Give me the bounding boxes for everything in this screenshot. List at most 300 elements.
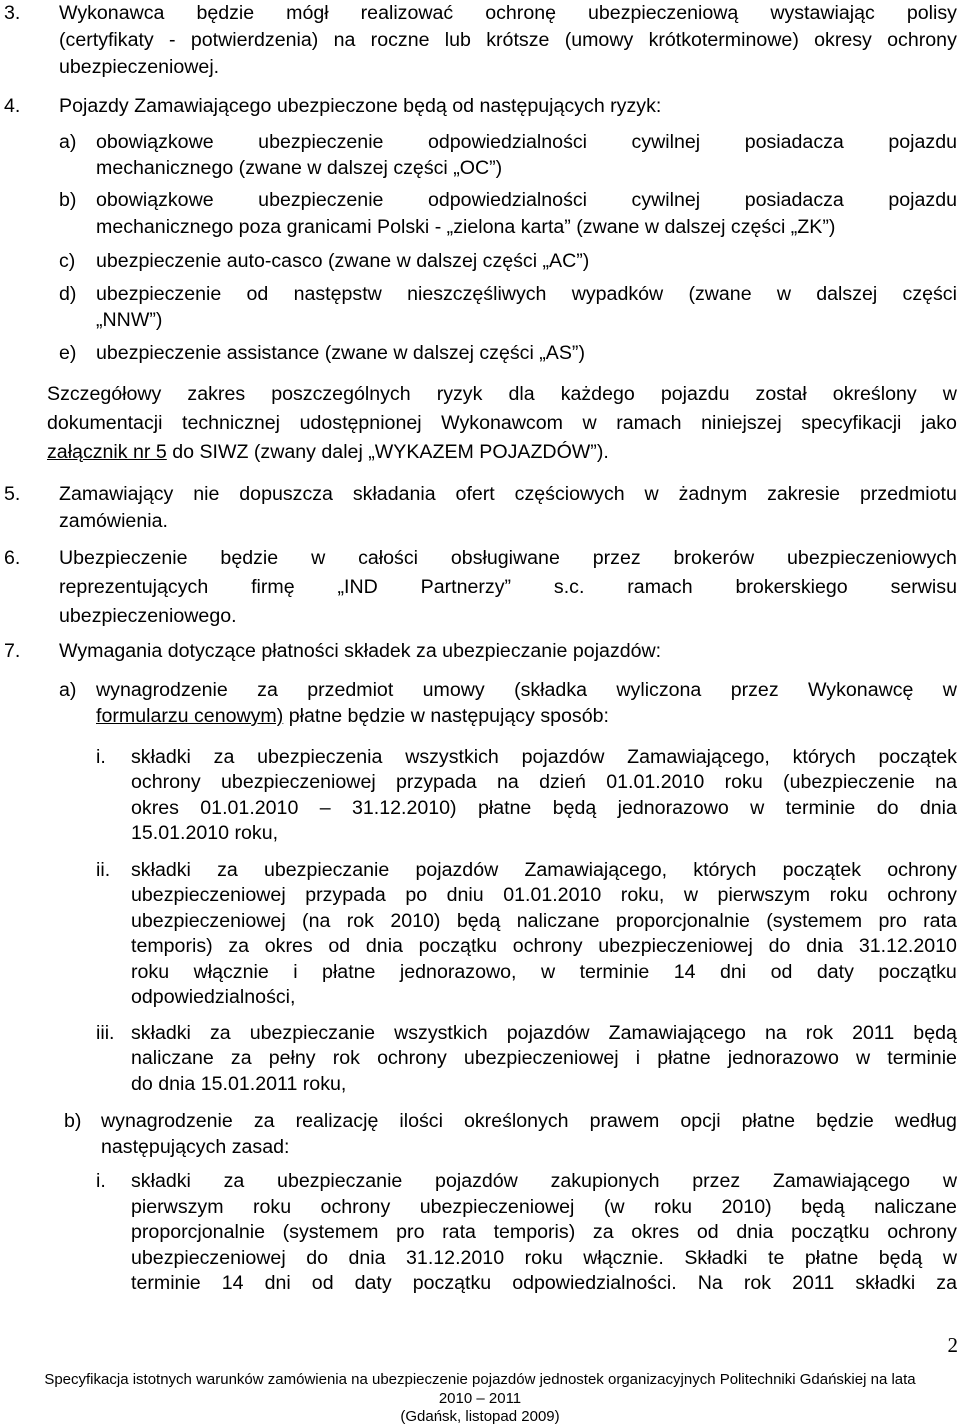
- item-4e-line-1: ubezpieczenie assistance (zwane w dalszej części „AS”): [96, 342, 585, 364]
- word: ubezpieczeniowej: [131, 910, 286, 932]
- word: przypada: [396, 771, 477, 793]
- word: ubezpieczeniowej: [131, 884, 286, 906]
- word: cywilnej: [631, 131, 701, 153]
- word: rata: [442, 1221, 476, 1243]
- word: terminie: [131, 1272, 201, 1294]
- item-4b-line-2: mechanicznego poza granicami Polski - „zielona karta” (zwane w dalszej części „ZK”): [96, 216, 836, 238]
- item-7a-line-2: [96, 703, 609, 729]
- word: będzie: [220, 547, 279, 569]
- word: firmę: [251, 576, 295, 598]
- word: Szczegółowy: [47, 383, 162, 405]
- word: włącznie.: [583, 1247, 664, 1269]
- item-7a-i-line-3: [131, 795, 957, 821]
- word: ubezpieczenia: [257, 746, 383, 768]
- word: za: [209, 1022, 231, 1044]
- word: składki: [131, 859, 191, 881]
- word: jako: [920, 412, 957, 434]
- word: poszczególnych: [271, 383, 411, 405]
- word: realizację: [295, 1110, 379, 1132]
- word: okres: [631, 1221, 680, 1243]
- word: Wykonawca: [59, 2, 165, 24]
- word: roku: [829, 884, 868, 906]
- word: rata: [923, 910, 957, 932]
- word: ochrony: [131, 771, 201, 793]
- word: (systemem: [282, 1221, 379, 1243]
- word: w: [855, 1047, 871, 1069]
- word: Wykonawcom: [441, 412, 563, 434]
- word: przedmiotu: [859, 483, 957, 505]
- word: dni: [720, 961, 747, 983]
- item-7b-i-line-4: [131, 1245, 957, 1271]
- word: odpowiedzialności.: [512, 1272, 677, 1294]
- word: składki: [131, 746, 191, 768]
- item-4c-marker: c): [59, 250, 76, 272]
- word: 31.12.2010): [351, 797, 457, 819]
- word: okres: [264, 935, 313, 957]
- word: określony: [832, 383, 917, 405]
- word: prawem: [589, 1110, 660, 1132]
- word: roku: [724, 771, 763, 793]
- word: włącznie: [193, 961, 269, 983]
- word: jednorazowo: [727, 1047, 839, 1069]
- word: Na: [697, 1272, 723, 1294]
- footer-line-2: 2010 – 2011: [438, 1390, 522, 1407]
- word: zakresie: [767, 483, 841, 505]
- word: dnia: [365, 935, 403, 957]
- item-7a-ii-line-4: [131, 933, 957, 959]
- word: za: [217, 859, 238, 881]
- word: ochrony: [887, 884, 957, 906]
- word: w: [582, 412, 597, 434]
- word: terminie: [887, 1047, 957, 1069]
- word: rok: [805, 1022, 834, 1044]
- word: (składka: [514, 679, 588, 701]
- item-7b-i-line-3: [131, 1219, 957, 1245]
- word: umowy: [422, 679, 485, 701]
- word: za: [253, 1110, 275, 1132]
- word: składki: [855, 1272, 916, 1294]
- word: Zamawiającego,: [627, 746, 770, 768]
- word: został: [755, 383, 807, 405]
- word: naliczane: [874, 1196, 957, 1218]
- word: ubezpieczeniowej: [463, 1047, 619, 1069]
- word: 01.01.2010: [606, 771, 705, 793]
- word: ubezpieczanie: [263, 859, 390, 881]
- word: odpowiedzialności: [427, 131, 588, 153]
- word: ubezpieczanie: [249, 1022, 376, 1044]
- word: rok: [346, 910, 374, 932]
- item-4-intro: Pojazdy Zamawiającego ubezpieczone będą od następujących ryzyk:: [59, 95, 662, 117]
- word: i: [635, 1047, 641, 1069]
- word: serwisu: [890, 576, 957, 598]
- word: początek: [878, 746, 957, 768]
- word: pojazdu: [888, 189, 957, 211]
- word: posiadacza: [744, 189, 844, 211]
- word: s.c.: [553, 576, 585, 598]
- word: na: [935, 771, 957, 793]
- word: 2011: [792, 1272, 835, 1294]
- word: dokumentacji: [47, 412, 163, 434]
- word: posiadacza: [744, 131, 844, 153]
- word: opcji: [680, 1110, 721, 1132]
- word: będą: [913, 1022, 957, 1044]
- word: rok: [332, 1047, 360, 1069]
- word: w: [776, 283, 792, 305]
- word: Składki: [684, 1247, 748, 1269]
- word: roku: [524, 1247, 563, 1269]
- word: Zamawiającego: [608, 1022, 746, 1044]
- item-7a-iii-line-2: [131, 1045, 957, 1071]
- word: roku: [653, 1196, 693, 1218]
- item-4a-line-1: [96, 129, 957, 155]
- word: całości: [358, 547, 419, 569]
- word: roku: [252, 1196, 292, 1218]
- word: wszystkich: [394, 1022, 488, 1044]
- word: –: [319, 797, 331, 819]
- word: rok: [743, 1272, 772, 1294]
- word: 01.01.2010: [200, 797, 299, 819]
- word: ramach: [616, 412, 682, 434]
- word: i: [293, 961, 298, 983]
- word: ilości: [399, 1110, 443, 1132]
- item-7a-i-line-1: [131, 744, 957, 770]
- word: roczne: [370, 29, 430, 51]
- word: krótkoterminowe): [648, 29, 799, 51]
- word: których: [693, 859, 757, 881]
- word: nie: [193, 483, 220, 505]
- word: w: [311, 547, 326, 569]
- word: przez: [730, 679, 779, 701]
- word: przez: [692, 1170, 741, 1192]
- word: dzień: [539, 771, 586, 793]
- word: potwierdzenia): [190, 29, 319, 51]
- item-6-line-2: [59, 574, 957, 600]
- word: (zwane: [688, 283, 752, 305]
- word: jednorazowo: [617, 797, 729, 819]
- word: do: [768, 935, 791, 957]
- item-7b-line-2: następujących zasad:: [101, 1136, 290, 1158]
- word: płatne: [741, 1110, 796, 1132]
- word: okresy: [814, 29, 872, 51]
- word: ubezpieczeniowych: [787, 547, 957, 569]
- word: dniu: [446, 884, 484, 906]
- item-4b-marker: b): [59, 189, 77, 211]
- word: za: [592, 1221, 614, 1243]
- word: części: [902, 283, 957, 305]
- word: dnia: [736, 1221, 774, 1243]
- word: dnia: [348, 1247, 386, 1269]
- price-form-reference-rest: płatne będzie w następujący sposób:: [283, 705, 609, 727]
- word: do: [876, 797, 899, 819]
- word: krótsze: [486, 29, 550, 51]
- word: w: [942, 679, 957, 701]
- word: przedmiot: [307, 679, 394, 701]
- word: ochrony: [887, 1221, 957, 1243]
- item-4a-line-2: mechanicznego (zwane w dalszej części „OC”): [96, 157, 503, 179]
- item-6-line-3: ubezpieczeniowego.: [59, 605, 237, 627]
- word: jednorazowo,: [399, 961, 517, 983]
- item-4b-line-1: [96, 187, 957, 213]
- word: ubezpieczenie: [258, 131, 384, 153]
- word: składania: [352, 483, 436, 505]
- word: nieszczęśliwych: [407, 283, 547, 305]
- item-7a-ii-line-6: odpowiedzialności,: [131, 986, 296, 1008]
- word: „IND: [337, 576, 378, 598]
- item-4a-marker: a): [59, 131, 77, 153]
- word: pierwszym: [131, 1196, 224, 1218]
- word: pełny: [268, 1047, 316, 1069]
- word: (na: [302, 910, 331, 932]
- word: w: [683, 884, 699, 906]
- word: temporis): [493, 1221, 576, 1243]
- word: ryzyk: [436, 383, 483, 405]
- word: ofert: [455, 483, 495, 505]
- item-3-line-3: ubezpieczeniowej.: [59, 56, 220, 78]
- item-7a-i-marker: i.: [96, 746, 106, 768]
- word: wystawiając: [770, 2, 875, 24]
- item-4d-line-2: „NNW”): [96, 309, 163, 331]
- word: dla: [508, 383, 535, 405]
- word: proporcjonalnie: [131, 1221, 265, 1243]
- item-7a-iii-line-1: [131, 1020, 957, 1046]
- word: 14: [673, 961, 696, 983]
- item-7a-ii-line-3: [131, 908, 957, 934]
- word: naliczane: [516, 910, 600, 932]
- item-7b-i-line-1: [131, 1168, 957, 1194]
- word: od: [770, 961, 793, 983]
- item-3-number: 3.: [4, 2, 21, 24]
- word: w: [942, 383, 957, 405]
- item-5-line-1: [59, 481, 957, 507]
- word: brokerów: [673, 547, 755, 569]
- word: od: [328, 935, 351, 957]
- item-4d-line-1: [96, 281, 957, 307]
- word: ubezpieczeniowej: [221, 771, 376, 793]
- word: zakres: [187, 383, 246, 405]
- item-4-scope-line-3: [47, 439, 609, 465]
- word: obsługiwane: [450, 547, 560, 569]
- item-7a-iii-line-3: do dnia 15.01.2011 roku,: [131, 1073, 347, 1095]
- word: za: [936, 1272, 957, 1294]
- word: pro: [878, 910, 907, 932]
- word: obowiązkowe: [96, 189, 214, 211]
- attachment-reference-rest: do SIWZ (zwany dalej „WYKAZEM POJAZDÓW”).: [166, 441, 609, 463]
- word: technicznej: [182, 412, 281, 434]
- word: Zamawiający: [59, 483, 174, 505]
- word: dalszej: [816, 283, 878, 305]
- word: ubezpieczeniowej: [598, 935, 753, 957]
- word: pojazdu: [888, 131, 957, 153]
- item-5-number: 5.: [4, 483, 21, 505]
- item-7a-line-1: [96, 677, 957, 703]
- item-6-number: 6.: [4, 547, 21, 569]
- item-4-scope-line-1: [47, 381, 957, 407]
- item-3-line-1: [59, 0, 957, 26]
- word: od: [246, 283, 269, 305]
- item-7a-i-line-2: [131, 769, 957, 795]
- word: wynagrodzenie: [101, 1110, 233, 1132]
- word: Zamawiającego: [772, 1170, 911, 1192]
- word: według: [894, 1110, 957, 1132]
- word: będą: [552, 797, 597, 819]
- word: 01.01.2010: [503, 884, 602, 906]
- item-4-scope-line-2: [47, 410, 957, 436]
- word: polisy: [906, 2, 957, 24]
- word: w: [540, 961, 556, 983]
- word: roku: [131, 961, 170, 983]
- word: w: [750, 797, 765, 819]
- word: 2010): [721, 1196, 772, 1218]
- word: Partnerzy”: [420, 576, 512, 598]
- word: udostępnionej: [299, 412, 422, 434]
- item-7a-ii-line-1: [131, 857, 957, 883]
- word: 2010): [390, 910, 441, 932]
- word: dopuszcza: [239, 483, 333, 505]
- word: Wykonawcę: [807, 679, 914, 701]
- item-7a-ii-line-2: [131, 882, 957, 908]
- word: na: [496, 771, 519, 793]
- word: od: [311, 1272, 334, 1294]
- item-7a-i-line-4: 15.01.2010 roku,: [131, 822, 279, 844]
- word: pojazdów: [415, 859, 499, 881]
- word: składki: [131, 1170, 191, 1192]
- word: za: [228, 935, 250, 957]
- word: (systemem: [766, 910, 863, 932]
- word: płatne: [477, 797, 532, 819]
- word: określonych: [463, 1110, 569, 1132]
- word: 31.12.2010: [858, 935, 957, 957]
- word: okres: [131, 797, 179, 819]
- word: pojazdów: [506, 1022, 590, 1044]
- word: na: [764, 1022, 787, 1044]
- word: ochrony: [887, 859, 957, 881]
- word: realizować: [360, 2, 454, 24]
- word: specyfikacji: [801, 412, 902, 434]
- item-7-intro: Wymagania dotyczące płatności składek za ubezpieczanie pojazdów:: [59, 640, 662, 662]
- item-7b-i-line-2: [131, 1194, 957, 1220]
- item-4e-marker: e): [59, 342, 77, 364]
- word: ubezpieczanie: [277, 1170, 403, 1192]
- item-7b-line-1: [101, 1108, 957, 1134]
- word: terminie: [579, 961, 650, 983]
- item-7a-iii-marker: iii.: [96, 1022, 115, 1044]
- word: ubezpieczeniowej: [131, 1247, 286, 1269]
- word: wypadków: [571, 283, 664, 305]
- word: w: [644, 483, 659, 505]
- word: składki: [131, 1022, 191, 1044]
- word: początku: [412, 1272, 492, 1294]
- word: w: [942, 1170, 957, 1192]
- attachment-reference: załącznik nr 5: [47, 441, 167, 463]
- word: pojazdu: [660, 383, 730, 405]
- word: ubezpieczenie: [96, 283, 222, 305]
- word: zakupionych: [550, 1170, 660, 1192]
- word: ramach: [627, 576, 693, 598]
- word: ubezpieczeniową: [588, 2, 739, 24]
- word: początku: [791, 1221, 870, 1243]
- word: przypada: [305, 884, 386, 906]
- word: za: [223, 1170, 245, 1192]
- word: 2011: [852, 1022, 895, 1044]
- word: będą: [456, 910, 501, 932]
- item-7-number: 7.: [4, 640, 21, 662]
- word: do: [306, 1247, 328, 1269]
- word: (w: [603, 1196, 625, 1218]
- price-form-reference: formularzu cenowym): [96, 705, 284, 727]
- word: ubezpieczeniowej: [419, 1196, 575, 1218]
- item-4c-line-1: ubezpieczenie auto-casco (zwane w dalszej części „AC”): [96, 250, 590, 272]
- word: brokerskiego: [735, 576, 848, 598]
- word: po: [405, 884, 428, 906]
- word: naliczane: [131, 1047, 214, 1069]
- word: (umowy: [564, 29, 634, 51]
- page-number: 2: [947, 1333, 958, 1357]
- word: pierwszym: [717, 884, 811, 906]
- item-7a-ii-line-5: [131, 959, 957, 985]
- word: pojazdów: [435, 1170, 518, 1192]
- word: daty: [816, 961, 854, 983]
- word: 31.12.2010: [406, 1247, 505, 1269]
- item-6-line-1: [59, 545, 957, 571]
- word: będzie: [196, 2, 255, 24]
- footer-line-1: Specyfikacja istotnych warunków zamówienia na ubezpieczenie pojazdów jednostek organizacyjnych Politechniki Gdańskiej na lata: [44, 1371, 916, 1388]
- word: temporis): [131, 935, 213, 957]
- word: cywilnej: [631, 189, 701, 211]
- item-3-line-2: [59, 27, 957, 53]
- word: ochrony: [320, 1196, 391, 1218]
- word: każdego: [560, 383, 635, 405]
- word: Zamawiającego,: [524, 859, 668, 881]
- word: płatne: [657, 1047, 711, 1069]
- word: dnia: [806, 935, 844, 957]
- word: obowiązkowe: [96, 131, 214, 153]
- word: od: [696, 1221, 719, 1243]
- word: będą: [878, 1247, 923, 1269]
- word: -: [169, 29, 176, 51]
- word: ubezpieczenie: [258, 189, 384, 211]
- word: na: [333, 29, 356, 51]
- word: niniejszej: [701, 412, 782, 434]
- item-7a-marker: a): [59, 679, 77, 701]
- word: pojazdów: [521, 746, 605, 768]
- word: płatne: [322, 961, 376, 983]
- word: dnia: [919, 797, 957, 819]
- word: początku: [878, 961, 957, 983]
- word: dni: [264, 1272, 291, 1294]
- word: za: [230, 1047, 252, 1069]
- item-4d-marker: d): [59, 283, 77, 305]
- word: ochrony: [887, 29, 957, 51]
- word: ochrony: [512, 935, 583, 957]
- word: wynagrodzenie: [96, 679, 228, 701]
- word: (certyfikaty: [59, 29, 154, 51]
- word: za: [213, 746, 235, 768]
- item-7b-i-marker: i.: [96, 1170, 106, 1192]
- word: te: [768, 1247, 785, 1269]
- word: Ubezpieczenie: [59, 547, 188, 569]
- word: daty: [354, 1272, 392, 1294]
- word: pro: [396, 1221, 425, 1243]
- word: roku,: [620, 884, 665, 906]
- word: początku: [418, 935, 498, 957]
- item-7b-i-line-5: [131, 1270, 957, 1296]
- word: płatne: [804, 1247, 859, 1269]
- word: początek: [782, 859, 862, 881]
- word: ochrony: [377, 1047, 447, 1069]
- word: wyliczona: [616, 679, 702, 701]
- word: będzie: [816, 1110, 874, 1132]
- word: terminie: [785, 797, 856, 819]
